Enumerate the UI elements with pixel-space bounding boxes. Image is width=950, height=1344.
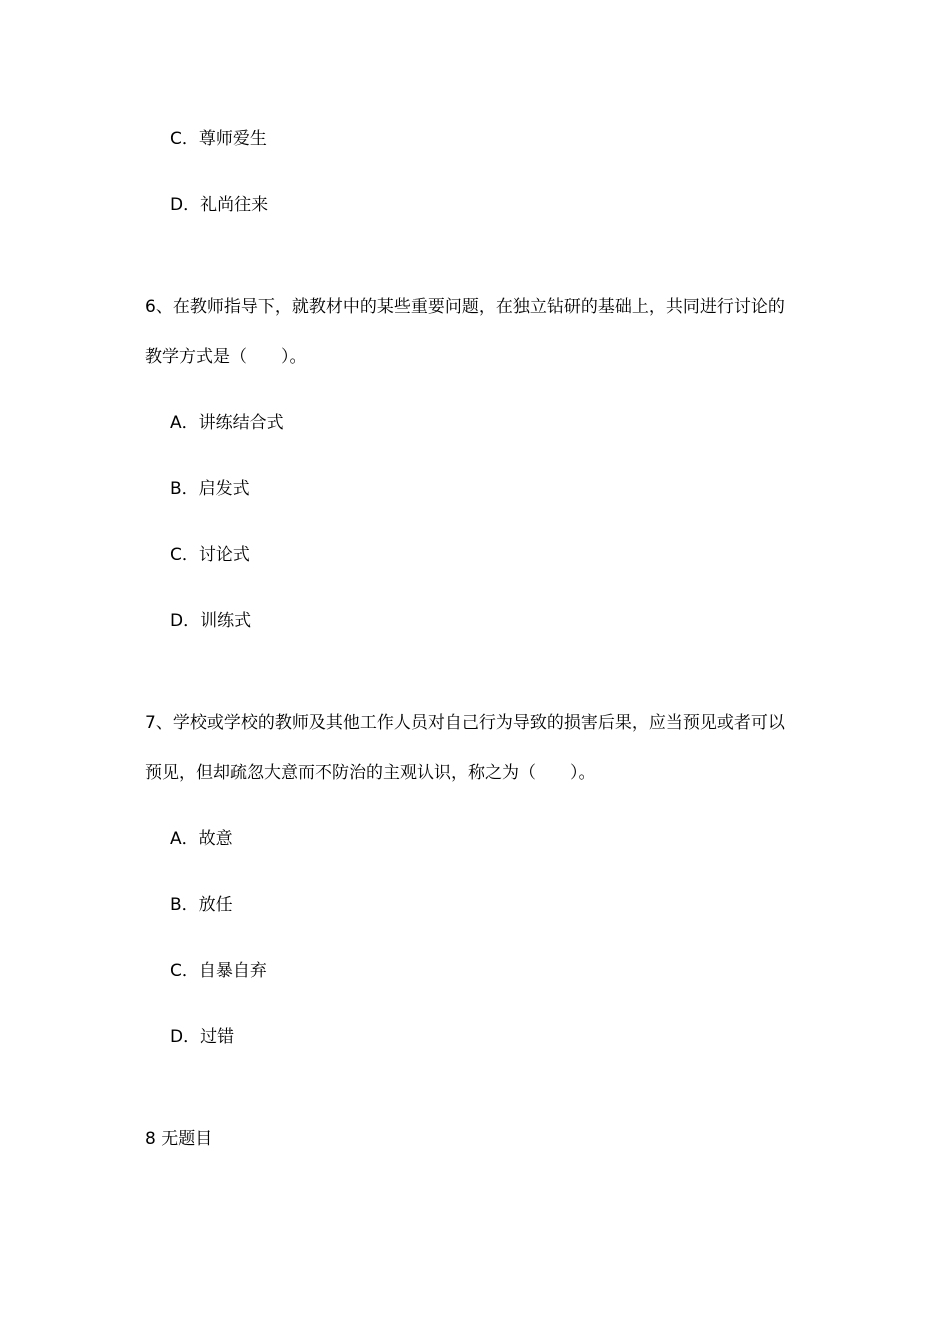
- option-d: [170, 195, 268, 215]
- option-text: 过错: [200, 1027, 235, 1047]
- option-text: 讲练结合式: [198, 413, 284, 433]
- option-c: [170, 961, 267, 981]
- option-letter: D．: [170, 611, 201, 631]
- option-a: [170, 413, 284, 433]
- option-letter: D．: [170, 195, 201, 215]
- option-b: [170, 479, 250, 499]
- option-letter: A．: [170, 413, 199, 433]
- option-text: 自暴自弃: [198, 961, 267, 981]
- option-a: [170, 829, 233, 849]
- option-d: [170, 611, 251, 631]
- option-c: [170, 129, 267, 149]
- question-7-text-line-1: 7、学校或学校的教师及其他工作人员对自己行为导致的损害后果，应当预见或者可以: [145, 713, 785, 733]
- question-7-text-line-2: 预见，但却疏忽大意而不防治的主观认识，称之为（ ）。: [145, 763, 596, 783]
- option-letter: C．: [170, 545, 199, 565]
- option-letter: B．: [170, 895, 199, 915]
- option-letter: D．: [170, 1027, 201, 1047]
- option-b: [170, 895, 233, 915]
- option-text: 启发式: [198, 479, 250, 499]
- option-text: 礼尚往来: [200, 195, 269, 215]
- option-letter: A．: [170, 829, 199, 849]
- option-text: 故意: [198, 829, 233, 849]
- option-c: [170, 545, 250, 565]
- option-text: 放任: [198, 895, 233, 915]
- option-text: 训练式: [200, 611, 252, 631]
- option-d: [170, 1027, 234, 1047]
- question-8-text: 8 无题目: [145, 1129, 213, 1149]
- option-letter: C．: [170, 129, 199, 149]
- question-6-text-line-2: 教学方式是（ ）。: [145, 347, 307, 367]
- question-6-text-line-1: 6、在教师指导下，就教材中的某些重要问题，在独立钻研的基础上，共同进行讨论的: [145, 297, 785, 317]
- option-text: 尊师爱生: [198, 129, 267, 149]
- option-letter: C．: [170, 961, 199, 981]
- option-text: 讨论式: [198, 545, 250, 565]
- option-letter: B．: [170, 479, 199, 499]
